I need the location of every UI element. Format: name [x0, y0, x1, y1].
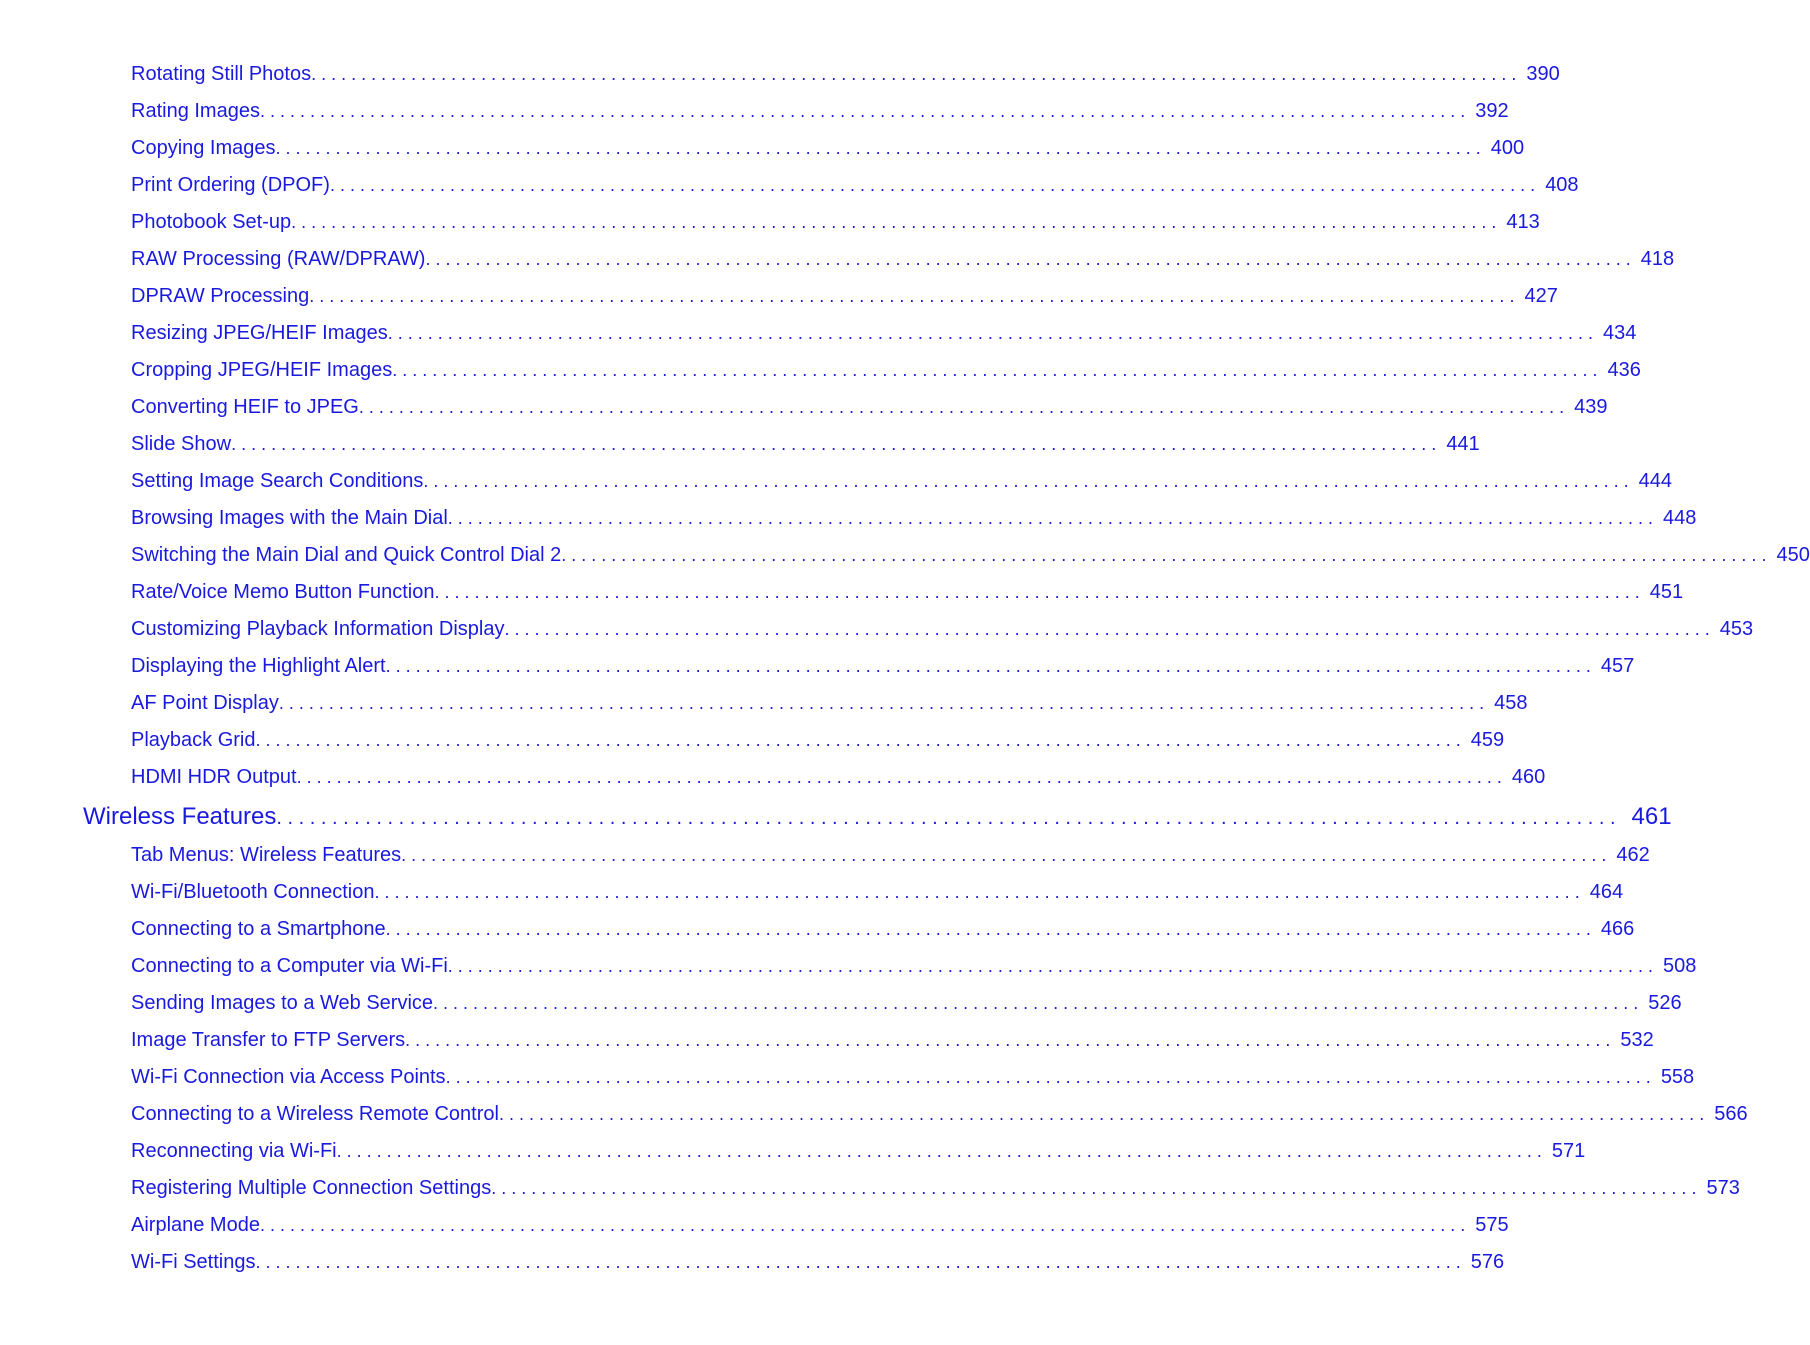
- dot-leader: . . . . . . . . . . . . . . . . . . . . . . . . . . . . . . . . . . . . . . . . . . . . . . . . . . . . . . . . . . . . . . . . . . . . . . . . . . . . . . . . . . . . . . . . . . . . . . . . . . . . . . . . . . . . . . . . . . . . . . . . .: [392, 360, 1598, 380]
- toc-entry-title: Converting HEIF to JPEG: [131, 396, 359, 418]
- toc-entry-title: Slide Show: [131, 433, 232, 455]
- toc-page-number: 453: [1719, 618, 1754, 640]
- toc-page-number: 459: [1470, 729, 1505, 751]
- dot-leader: . . . . . . . . . . . . . . . . . . . . . . . . . . . . . . . . . . . . . . . . . . . . . . . . . . . . . . . . . . . . . . . . . . . . . . . . . . . . . . . . . . . . . . . . . . . . . . . . . . . . . . . . . . . . . . . . . . . . . . . . .: [387, 323, 1593, 343]
- toc-entry-link[interactable]: [131, 911, 1635, 948]
- dot-leader: . . . . . . . . . . . . . . . . . . . . . . . . . . . . . . . . . . . . . . . . . . . . . . . . . . . . . . . . . . . . . . . . . . . . . . . . . . . . . . . . . . . . . . . . . . . . . . . . . . . . . . . . . . . . . . . . . . . . . . . . .: [405, 1030, 1611, 1050]
- toc-entry-link[interactable]: [131, 463, 1673, 500]
- toc-entry-title: Rate/Voice Memo Button Function: [131, 581, 435, 603]
- toc-entry-title: Playback Grid: [131, 729, 256, 751]
- toc-entry-link[interactable]: [131, 426, 1480, 463]
- dot-leader: . . . . . . . . . . . . . . . . . . . . . . . . . . . . . . . . . . . . . . . . . . . . . . . . . . . . . . . . . . . . . . . . . . . . . . . . . . . . . . . . . . . . . . . . . . . . . . . . . . . . . . . . . . . . . . . . . . . . . . . . .: [255, 730, 1461, 750]
- toc-entry-title: Connecting to a Wireless Remote Control: [131, 1103, 499, 1125]
- toc-entry-link[interactable]: [131, 93, 1509, 130]
- toc-entry-title: Copying Images: [131, 137, 276, 159]
- dot-leader: . . . . . . . . . . . . . . . . . . . . . . . . . . . . . . . . . . . . . . . . . . . . . . . . . . . . . . . . . . . . . . . . . . . . . . . . . . . . . . . . . . . . . . . . . . . . . . . . . . . . . . . . . . . . . . . . . . . . . . . . .: [231, 434, 1437, 454]
- toc-page-number: 460: [1511, 766, 1546, 788]
- toc-entry-link[interactable]: [131, 874, 1624, 911]
- toc-entry-title: Reconnecting via Wi-Fi: [131, 1140, 337, 1162]
- toc-entry-title: Rating Images: [131, 100, 260, 122]
- dot-leader: . . . . . . . . . . . . . . . . . . . . . . . . . . . . . . . . . . . . . . . . . . . . . . . . . . . . . . . . . . . . . . . . . . . . . . . . . . . . . . . . . . . . . . . . . . . . . . . . . . . . . . . . . . . . . . . . . . . . . . . . .: [433, 993, 1639, 1013]
- toc-entry-link[interactable]: [131, 685, 1528, 722]
- toc-page-number: 434: [1603, 322, 1637, 344]
- dot-leader: . . . . . . . . . . . . . . . . . . . . . . . . . . . . . . . . . . . . . . . . . . . . . . . . . . . . . . . . . . . . . . . . . . . . . . . . . . . . . . . . . . . . . . . . . . . . . . . . . . . . . . . . . . . . . . . . . . . . . . . . .: [358, 397, 1565, 417]
- dot-leader: . . . . . . . . . . . . . . . . . . . . . . . . . . . . . . . . . . . . . . . . . . . . . . . . . . . . . . . . . . . . . . . . . . . . . . . . . . . . . . . . . . . . . . . . . . . . . . . . . . . . . . . . . . . . . . . . . . . . . . . . .: [255, 1252, 1461, 1272]
- dot-leader: . . . . . . . . . . . . . . . . . . . . . . . . . . . . . . . . . . . . . . . . . . . . . . . . . . . . . . . . . . . . . . . . . . . . . . . . . . . . . . . . . . . . . . . . . . . . . . . . . . . . . . . . . . . . . . . . . . . . . . . . .: [447, 508, 1654, 528]
- toc-page-number: 573: [1706, 1177, 1740, 1199]
- toc-entry-title: Wi-Fi Settings: [131, 1251, 256, 1273]
- toc-page-number: 566: [1714, 1103, 1748, 1125]
- dot-leader: . . . . . . . . . . . . . . . . . . . . . . . . . . . . . . . . . . . . . . . . . . . . . . . . . . . . . . . . . . . . . . . . . . . . . . . . . . . . . . . . . . . . . . . . . . . . . . . . . . . . . . . . . . . . . . . . . . . . . . . . .: [276, 807, 1616, 829]
- toc-entry-title: Wi-Fi Connection via Access Points: [131, 1066, 446, 1088]
- toc-page-number: 390: [1526, 63, 1560, 85]
- toc-chapter-link[interactable]: [83, 796, 1672, 837]
- toc-page-number: 508: [1663, 955, 1697, 977]
- dot-leader: . . . . . . . . . . . . . . . . . . . . . . . . . . . . . . . . . . . . . . . . . . . . . . . . . . . . . . . . . . . . . . . . . . . . . . . . . . . . . . . . . . . . . . . . . . . . . . . . . . . . . . . . . . . . . . . . . . . . . . . . .: [385, 919, 1591, 939]
- toc-entry-title: Registering Multiple Connection Settings: [131, 1177, 492, 1199]
- toc-entry-link[interactable]: [131, 948, 1697, 985]
- toc-page-number: 576: [1470, 1251, 1505, 1273]
- toc-entry-title: Rotating Still Photos: [131, 63, 312, 85]
- toc-page-number: 457: [1600, 655, 1635, 677]
- toc-page-number: 400: [1490, 137, 1525, 159]
- dot-leader: . . . . . . . . . . . . . . . . . . . . . . . . . . . . . . . . . . . . . . . . . . . . . . . . . . . . . . . . . . . . . . . . . . . . . . . . . . . . . . . . . . . . . . . . . . . . . . . . . . . . . . . . . . . . . . . . . . . . . . . . .: [278, 693, 1485, 713]
- toc-page-number: 392: [1475, 100, 1509, 122]
- dot-leader: . . . . . . . . . . . . . . . . . . . . . . . . . . . . . . . . . . . . . . . . . . . . . . . . . . . . . . . . . . . . . . . . . . . . . . . . . . . . . . . . . . . . . . . . . . . . . . . . . . . . . . . . . . . . . . . . . . . . . . . . .: [491, 1178, 1697, 1198]
- toc-entry-link[interactable]: [131, 1133, 1586, 1170]
- toc-entry-title: Browsing Images with the Main Dial: [131, 507, 448, 529]
- toc-entry-link[interactable]: [131, 167, 1579, 204]
- toc-page-number: 461: [1631, 803, 1672, 830]
- toc-page-number: 532: [1620, 1029, 1654, 1051]
- dot-leader: . . . . . . . . . . . . . . . . . . . . . . . . . . . . . . . . . . . . . . . . . . . . . . . . . . . . . . . . . . . . . . . . . . . . . . . . . . . . . . . . . . . . . . . . . . . . . . . . . . . . . . . . . . . . . . . . . . . . . . . . .: [275, 138, 1481, 158]
- toc-entry-link[interactable]: [131, 722, 1505, 759]
- toc-entry-link[interactable]: [131, 1207, 1509, 1244]
- toc-entry-title: Resizing JPEG/HEIF Images: [131, 322, 388, 344]
- toc-entry-title: Tab Menus: Wireless Features: [131, 844, 402, 866]
- toc-entry-link[interactable]: [131, 204, 1540, 241]
- table-of-contents: [0, 56, 1810, 1281]
- toc-entry-title: HDMI HDR Output: [131, 766, 297, 788]
- dot-leader: . . . . . . . . . . . . . . . . . . . . . . . . . . . . . . . . . . . . . . . . . . . . . . . . . . . . . . . . . . . . . . . . . . . . . . . . . . . . . . . . . . . . . . . . . . . . . . . . . . . . . . . . . . . . . . . . . . . . . . . . .: [385, 656, 1591, 676]
- dot-leader: . . . . . . . . . . . . . . . . . . . . . . . . . . . . . . . . . . . . . . . . . . . . . . . . . . . . . . . . . . . . . . . . . . . . . . . . . . . . . . . . . . . . . . . . . . . . . . . . . . . . . . . . . . . . . . . . . . . . . . . . .: [445, 1067, 1651, 1087]
- toc-page-number: 571: [1551, 1140, 1586, 1162]
- dot-leader: . . . . . . . . . . . . . . . . . . . . . . . . . . . . . . . . . . . . . . . . . . . . . . . . . . . . . . . . . . . . . . . . . . . . . . . . . . . . . . . . . . . . . . . . . . . . . . . . . . . . . . . . . . . . . . . . . . . . . . . . .: [259, 1215, 1466, 1235]
- dot-leader: . . . . . . . . . . . . . . . . . . . . . . . . . . . . . . . . . . . . . . . . . . . . . . . . . . . . . . . . . . . . . . . . . . . . . . . . . . . . . . . . . . . . . . . . . . . . . . . . . . . . . . . . . . . . . . . . . . . . . . . . .: [311, 64, 1517, 84]
- toc-entry-link[interactable]: [131, 985, 1682, 1022]
- toc-entry-link[interactable]: [131, 759, 1546, 796]
- toc-page-number: 462: [1616, 844, 1650, 866]
- toc-entry-title: Photobook Set-up: [131, 211, 292, 233]
- toc-page-number: 418: [1640, 248, 1675, 270]
- dot-leader: . . . . . . . . . . . . . . . . . . . . . . . . . . . . . . . . . . . . . . . . . . . . . . . . . . . . . . . . . . . . . . . . . . . . . . . . . . . . . . . . . . . . . . . . . . . . . . . . . . . . . . . . . . . . . . . . . . . . . . . . .: [374, 882, 1580, 902]
- toc-entry-title: Connecting to a Computer via Wi-Fi: [131, 955, 448, 977]
- toc-entry-link[interactable]: [131, 500, 1697, 537]
- toc-page-number: 575: [1475, 1214, 1509, 1236]
- toc-page-number: 444: [1638, 470, 1673, 492]
- toc-entry-title: AF Point Display: [131, 692, 279, 714]
- toc-entry-title: Sending Images to a Web Service: [131, 992, 434, 1014]
- toc-entry-link[interactable]: [131, 537, 1810, 574]
- toc-entry-link[interactable]: [131, 278, 1558, 315]
- dot-leader: . . . . . . . . . . . . . . . . . . . . . . . . . . . . . . . . . . . . . . . . . . . . . . . . . . . . . . . . . . . . . . . . . . . . . . . . . . . . . . . . . . . . . . . . . . . . . . . . . . . . . . . . . . . . . . . . . . . . . . . . .: [561, 545, 1767, 565]
- toc-page-number: 448: [1663, 507, 1697, 529]
- toc-page-number: 413: [1506, 211, 1540, 233]
- toc-entry-link[interactable]: [131, 1022, 1654, 1059]
- toc-entry-title: Airplane Mode: [131, 1214, 260, 1236]
- toc-entry-link[interactable]: [131, 574, 1684, 611]
- dot-leader: . . . . . . . . . . . . . . . . . . . . . . . . . . . . . . . . . . . . . . . . . . . . . . . . . . . . . . . . . . . . . . . . . . . . . . . . . . . . . . . . . . . . . . . . . . . . . . . . . . . . . . . . . . . . . . . . . . . . . . . . .: [259, 101, 1466, 121]
- dot-leader: . . . . . . . . . . . . . . . . . . . . . . . . . . . . . . . . . . . . . . . . . . . . . . . . . . . . . . . . . . . . . . . . . . . . . . . . . . . . . . . . . . . . . . . . . . . . . . . . . . . . . . . . . . . . . . . . . . . . . . . . .: [434, 582, 1640, 602]
- toc-entry-link[interactable]: [131, 315, 1637, 352]
- dot-leader: . . . . . . . . . . . . . . . . . . . . . . . . . . . . . . . . . . . . . . . . . . . . . . . . . . . . . . . . . . . . . . . . . . . . . . . . . . . . . . . . . . . . . . . . . . . . . . . . . . . . . . . . . . . . . . . . . . . . . . . . .: [504, 619, 1710, 639]
- toc-page-number: 464: [1589, 881, 1624, 903]
- toc-page-number: 558: [1660, 1066, 1695, 1088]
- toc-entry-title: Connecting to a Smartphone: [131, 918, 386, 940]
- dot-leader: . . . . . . . . . . . . . . . . . . . . . . . . . . . . . . . . . . . . . . . . . . . . . . . . . . . . . . . . . . . . . . . . . . . . . . . . . . . . . . . . . . . . . . . . . . . . . . . . . . . . . . . . . . . . . . . . . . . . . . . . .: [329, 175, 1536, 195]
- dot-leader: . . . . . . . . . . . . . . . . . . . . . . . . . . . . . . . . . . . . . . . . . . . . . . . . . . . . . . . . . . . . . . . . . . . . . . . . . . . . . . . . . . . . . . . . . . . . . . . . . . . . . . . . . . . . . . . . . . . . . . . . .: [296, 767, 1502, 787]
- toc-entry-title: Customizing Playback Information Display: [131, 618, 505, 640]
- toc-entry-link[interactable]: [131, 1244, 1505, 1281]
- dot-leader: . . . . . . . . . . . . . . . . . . . . . . . . . . . . . . . . . . . . . . . . . . . . . . . . . . . . . . . . . . . . . . . . . . . . . . . . . . . . . . . . . . . . . . . . . . . . . . . . . . . . . . . . . . . . . . . . . . . . . . . . .: [423, 471, 1629, 491]
- toc-page-number: 441: [1446, 433, 1480, 455]
- dot-leader: . . . . . . . . . . . . . . . . . . . . . . . . . . . . . . . . . . . . . . . . . . . . . . . . . . . . . . . . . . . . . . . . . . . . . . . . . . . . . . . . . . . . . . . . . . . . . . . . . . . . . . . . . . . . . . . . . . . . . . . . .: [425, 249, 1631, 269]
- dot-leader: . . . . . . . . . . . . . . . . . . . . . . . . . . . . . . . . . . . . . . . . . . . . . . . . . . . . . . . . . . . . . . . . . . . . . . . . . . . . . . . . . . . . . . . . . . . . . . . . . . . . . . . . . . . . . . . . . . . . . . . . .: [291, 212, 1497, 232]
- toc-entry-link[interactable]: [131, 648, 1635, 685]
- toc-page-number: 526: [1648, 992, 1682, 1014]
- dot-leader: . . . . . . . . . . . . . . . . . . . . . . . . . . . . . . . . . . . . . . . . . . . . . . . . . . . . . . . . . . . . . . . . . . . . . . . . . . . . . . . . . . . . . . . . . . . . . . . . . . . . . . . . . . . . . . . . . . . . . . . . .: [447, 956, 1654, 976]
- toc-entry-title: Print Ordering (DPOF): [131, 174, 330, 196]
- toc-entry-link[interactable]: [131, 611, 1754, 648]
- toc-entry-link[interactable]: [131, 241, 1675, 278]
- toc-page-number: 450: [1776, 544, 1810, 566]
- toc-entry-title: RAW Processing (RAW/DPRAW): [131, 248, 426, 270]
- toc-entry-title: Switching the Main Dial and Quick Control Dial 2: [131, 544, 562, 566]
- toc-entry-title: Image Transfer to FTP Servers: [131, 1029, 406, 1051]
- toc-page-number: 436: [1607, 359, 1641, 381]
- dot-leader: . . . . . . . . . . . . . . . . . . . . . . . . . . . . . . . . . . . . . . . . . . . . . . . . . . . . . . . . . . . . . . . . . . . . . . . . . . . . . . . . . . . . . . . . . . . . . . . . . . . . . . . . . . . . . . . . . . . . . . . . .: [309, 286, 1515, 306]
- toc-entry-link[interactable]: [131, 1096, 1748, 1133]
- toc-entry-link[interactable]: [131, 1059, 1695, 1096]
- toc-page-number: 451: [1649, 581, 1684, 603]
- toc-entry-title: Displaying the Highlight Alert: [131, 655, 386, 677]
- toc-entry-link[interactable]: [131, 1170, 1740, 1207]
- toc-entry-link[interactable]: [131, 130, 1525, 167]
- toc-entry-title: Cropping JPEG/HEIF Images: [131, 359, 393, 381]
- toc-entry-title: DPRAW Processing: [131, 285, 310, 307]
- dot-leader: . . . . . . . . . . . . . . . . . . . . . . . . . . . . . . . . . . . . . . . . . . . . . . . . . . . . . . . . . . . . . . . . . . . . . . . . . . . . . . . . . . . . . . . . . . . . . . . . . . . . . . . . . . . . . . . . . . . . . . . . .: [336, 1141, 1542, 1161]
- toc-page-number: 466: [1600, 918, 1635, 940]
- toc-entry-link[interactable]: [131, 389, 1608, 426]
- toc-entry-title: Wireless Features: [83, 803, 277, 830]
- toc-entry-title: Setting Image Search Conditions: [131, 470, 424, 492]
- toc-entry-link[interactable]: [131, 352, 1641, 389]
- toc-page-number: 427: [1524, 285, 1558, 307]
- toc-entry-link[interactable]: [131, 56, 1560, 93]
- toc-page-number: 458: [1494, 692, 1528, 714]
- toc-page-number: 439: [1574, 396, 1608, 418]
- toc-entry-link[interactable]: [131, 837, 1650, 874]
- toc-page-number: 408: [1545, 174, 1579, 196]
- toc-entry-title: Wi-Fi/Bluetooth Connection: [131, 881, 375, 903]
- dot-leader: . . . . . . . . . . . . . . . . . . . . . . . . . . . . . . . . . . . . . . . . . . . . . . . . . . . . . . . . . . . . . . . . . . . . . . . . . . . . . . . . . . . . . . . . . . . . . . . . . . . . . . . . . . . . . . . . . . . . . . . . .: [498, 1104, 1705, 1124]
- dot-leader: . . . . . . . . . . . . . . . . . . . . . . . . . . . . . . . . . . . . . . . . . . . . . . . . . . . . . . . . . . . . . . . . . . . . . . . . . . . . . . . . . . . . . . . . . . . . . . . . . . . . . . . . . . . . . . . . . . . . . . . . .: [401, 845, 1607, 865]
